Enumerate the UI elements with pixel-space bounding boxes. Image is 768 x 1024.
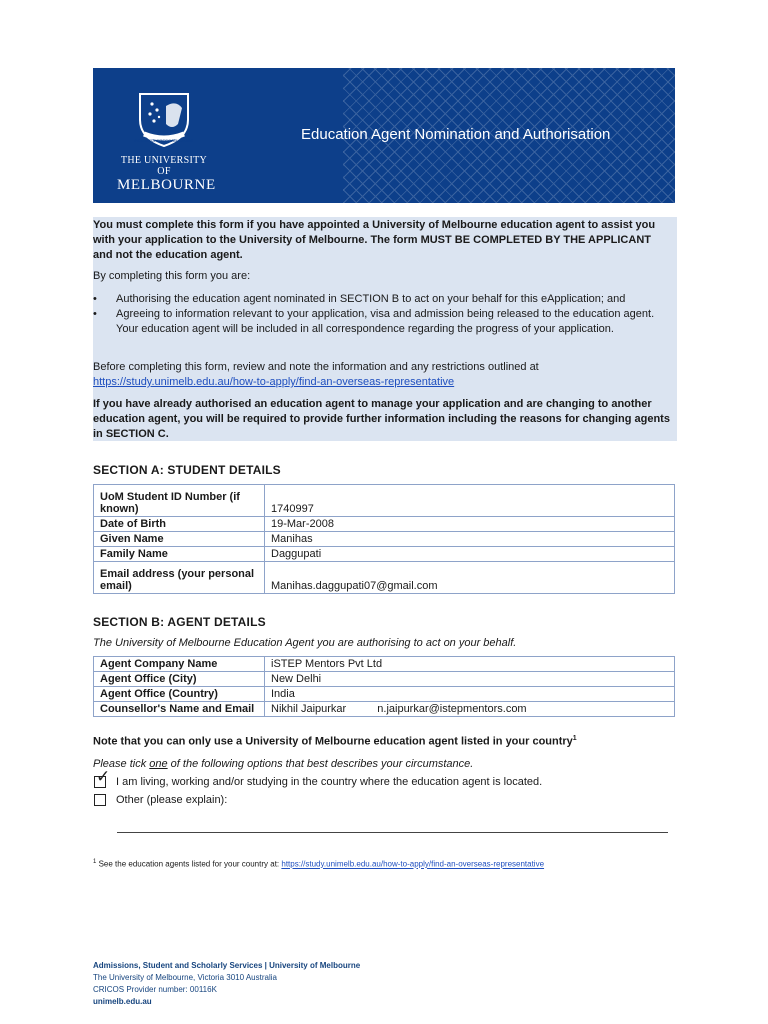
field-label: Email address (your personal email) (94, 562, 265, 594)
header-banner (93, 68, 675, 203)
table-row (94, 657, 675, 672)
family-name-value[interactable]: Daggupati (265, 547, 675, 562)
agent-country-note: Note that you can only use a University of Melbourne education agent listed in your country$^1$ (93, 735, 577, 748)
field-label: Agent Office (Country) (94, 687, 265, 702)
table-row (94, 517, 675, 532)
field-label: Date of Birth (94, 517, 265, 532)
counsellor-value[interactable] (265, 702, 675, 717)
agent-country-value[interactable]: India (265, 687, 675, 702)
intro-bullets (93, 292, 673, 337)
intro-box (93, 217, 677, 441)
bullet-item: • Authorising the education agent nominated in SECTION B to act on your behalf for this eApplication; and (93, 293, 626, 305)
form-title: Education Agent Nomination and Authorisation (301, 126, 611, 143)
option1-label: I am living, working and/or studying in the country where the education agent is located. (116, 776, 543, 788)
footer-line2: The University of Melbourne, Victoria 3010 Australia (93, 973, 277, 982)
student-id-value[interactable]: 1740997 (265, 485, 675, 517)
field-label: UoM Student ID Number (if known) (94, 485, 265, 517)
table-row (94, 687, 675, 702)
given-name-value[interactable]: Manihas (265, 532, 675, 547)
tick-instruction: Please tick one of the following options that best describes your circumstance. (93, 758, 474, 770)
section-b-heading: SECTION B: AGENT DETAILS (93, 615, 266, 629)
university-logo (117, 90, 216, 194)
option2-checkbox[interactable] (94, 794, 106, 806)
option2-label: Other (please explain): (116, 794, 228, 806)
intro-para2: By completing this form you are: (93, 270, 251, 282)
field-label: Agent Company Name (94, 657, 265, 672)
footnote: $^1$ See the education agents listed for your country at: https://study.unimelb.edu.au/how-to-apply/find-an-overseas-representative (93, 859, 545, 869)
agent-city-value[interactable]: New Delhi (265, 672, 675, 687)
representatives-link[interactable]: https://study.unimelb.edu.au/how-to-apply/find-an-overseas-representative (93, 376, 455, 388)
section-b-subtitle: The University of Melbourne Education Agent you are authorising to act on your behalf. (93, 637, 517, 649)
student-details-table (93, 484, 675, 594)
footer-line1: Admissions, Student and Scholarly Services | University of Melbourne (93, 961, 361, 970)
table-row (94, 672, 675, 687)
footer-line3: CRICOS Provider number: 00116K (93, 985, 217, 994)
intro-para4: If you have already authorised an education agent to manage your application and are changing to another education agent, you will be required to provide further information including the reasons for changing agents in SECTION C. (93, 398, 670, 440)
university-name-line1: THE UNIVERSITY OF (120, 155, 208, 177)
field-label: Agent Office (City) (94, 672, 265, 687)
university-name-line2: MELBOURNE (117, 177, 216, 193)
table-row (94, 547, 675, 562)
table-row (94, 485, 675, 517)
section-a-heading: SECTION A: STUDENT DETAILS (93, 463, 281, 477)
email-value[interactable]: Manihas.daggupati07@gmail.com (265, 562, 675, 594)
dob-value[interactable]: 19-Mar-2008 (265, 517, 675, 532)
table-row (94, 562, 675, 594)
agent-company-value[interactable]: iSTEP Mentors Pvt Ltd (265, 657, 675, 672)
agent-details-table (93, 656, 675, 717)
table-row (94, 702, 675, 717)
checkmark-icon: ✓ (96, 767, 111, 786)
crest-motto: POSTERA CRESCAM LAUDE (134, 138, 194, 143)
intro-para3: Before completing this form, review and note the information and any restrictions outlined at https://study.unimelb.edu.au/how-to-apply/find-an-overseas-representative (93, 361, 539, 388)
footnote-link[interactable]: https://study.unimelb.edu.au/how-to-apply/find-an-overseas-representative (281, 859, 545, 869)
field-label: Family Name (94, 547, 265, 562)
field-label: Given Name (94, 532, 265, 547)
counsellor-name: Nikhil Jaipurkar (271, 703, 347, 715)
counsellor-email: n.jaipurkar@istepmentors.com (377, 703, 527, 715)
table-row (94, 532, 675, 547)
bullet-item: • Agreeing to information relevant to your application, visa and admission being released to the education agent. Your education agent will be included in all correspondence regarding the progress of your application. (93, 308, 655, 335)
field-label: Counsellor's Name and Email (94, 702, 265, 717)
explain-line[interactable] (117, 832, 668, 833)
footer-website[interactable]: unimelb.edu.au (93, 997, 152, 1006)
intro-para1: You must complete this form if you have appointed a University of Melbourne education agent to assist you with your application to the University of Melbourne. The form MUST BE COMPLETED BY THE APPLICANT and not the education agent. (93, 219, 656, 261)
